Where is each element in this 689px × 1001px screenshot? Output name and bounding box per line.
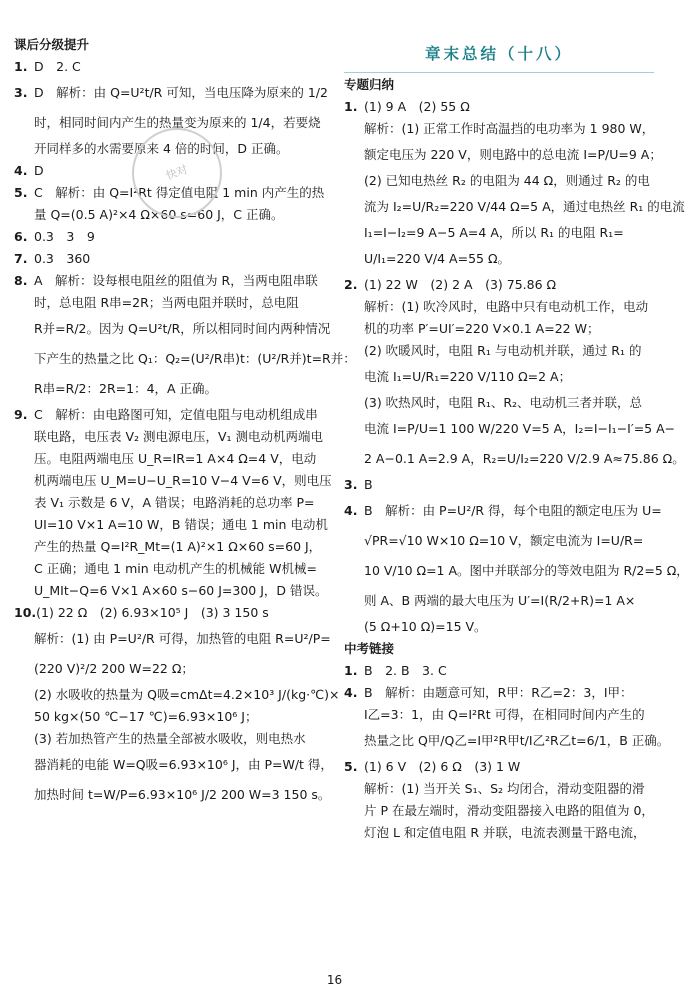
text-line — [344, 392, 654, 414]
text-line — [344, 586, 654, 616]
text-line — [14, 558, 326, 580]
line-text: 压。电阻两端电压 U_R=IR=1 A×4 Ω=4 V，电动 — [34, 451, 317, 466]
line-text: 中考链接 — [344, 641, 395, 656]
text-line — [344, 192, 685, 222]
question-number: 7. — [14, 251, 28, 266]
line-text: 量 Q=(0.5 A)²×4 Ω×60 s=60 J，C 正确。 — [34, 207, 284, 222]
right-column — [344, 34, 689, 844]
question-number: 1. — [344, 99, 358, 114]
line-text: 机两端电压 U_M=U−U_R=10 V−4 V=6 V，则电压 — [34, 473, 332, 488]
line-text: 解析：(1) 正常工作时高温挡的电功率为 1 980 W， — [364, 121, 655, 136]
text-line — [14, 78, 326, 108]
line-text: 时，相同时间内产生的热量变为原来的 1/4，若要烧 — [34, 115, 321, 130]
text-line — [344, 140, 662, 170]
text-line — [344, 556, 689, 586]
text-line — [344, 800, 654, 822]
line-text: 解析：(1) 当开关 S₁、S₂ 均闭合，滑动变阻器的滑 — [364, 781, 645, 796]
text-line — [14, 536, 326, 558]
line-text: (5 Ω+10 Ω)=15 V。 — [364, 619, 487, 634]
line-text: D 解析：由 Q=U²t/R 可知，当电压降为原来的 1/2 — [34, 85, 328, 100]
text-line — [344, 362, 654, 392]
line-text: 时，总电阻 R串=2R；当两电阻并联时，总电阻 — [34, 295, 299, 310]
line-text: 器消耗的电能 W=Q吸=6.93×10⁶ J，由 P=W/t 得， — [34, 757, 333, 772]
line-text: R并=R/2。因为 Q=U²t/R，所以相同时间内两种情况 — [34, 321, 331, 336]
text-line — [14, 706, 326, 728]
text-line — [14, 226, 326, 248]
line-text: 片 P 在最左端时，滑动变阻器接入电路的阻值为 0， — [364, 803, 654, 818]
text-line — [14, 56, 326, 78]
text-line — [344, 778, 654, 800]
question-number: 10. — [14, 605, 37, 620]
line-text: R串=R/2：2R=1：4，A 正确。 — [34, 381, 218, 396]
line-text: 热量之比 Q甲/Q乙=I甲²R甲t/I乙²R乙t=6/1，B 正确。 — [364, 733, 670, 748]
line-text: 则 A、B 两端的最大电压为 U′=I(R/2+R)=1 A× — [364, 593, 636, 608]
question-number: 5. — [14, 185, 28, 200]
text-line — [344, 170, 654, 192]
watermark-stamp: 快对 — [119, 115, 234, 230]
chapter-summary-title: 章末总结（十八） — [424, 44, 573, 63]
text-line — [14, 426, 326, 448]
line-text: 电流 I₁=U/R₁=220 V/110 Ω=2 A； — [364, 369, 572, 384]
line-text: 表 V₁ 示数是 6 V，A 错误；电路消耗的总功率 P= — [34, 495, 315, 510]
text-line — [14, 374, 326, 404]
line-text: B — [364, 477, 373, 492]
line-text: (1) 22 Ω (2) 6.93×10⁵ J (3) 3 150 s — [36, 605, 269, 620]
section-heading — [344, 638, 654, 660]
text-line — [344, 222, 654, 244]
text-line — [344, 96, 654, 118]
line-text: 解析：(1) 吹冷风时，电路中只有电动机工作，电动 — [364, 299, 649, 314]
section-heading — [344, 74, 654, 96]
right-lines — [344, 74, 689, 844]
text-line — [344, 318, 654, 340]
line-text: √PR=√10 W×10 Ω=10 V，额定电流为 I=U/R= — [364, 533, 644, 548]
text-line — [344, 756, 654, 778]
text-line — [14, 750, 333, 780]
line-text: (1) 6 V (2) 6 Ω (3) 1 W — [364, 759, 521, 774]
text-line — [344, 822, 654, 844]
line-text: 50 kg×(50 ℃−17 ℃)=6.93×10⁶ J； — [34, 709, 258, 724]
question-number: 4. — [14, 163, 28, 178]
line-text: (3) 若加热管产生的热量全部被水吸收，则电热水 — [34, 731, 306, 746]
question-number: 6. — [14, 229, 28, 244]
text-line — [344, 660, 654, 682]
line-text: I乙=3：1，由 Q=I²Rt 可得，在相同时间内产生的 — [364, 707, 645, 722]
line-text: C 正确；通电 1 min 电动机产生的机械能 W机械= — [34, 561, 317, 576]
line-text: B 2. B 3. C — [364, 663, 447, 678]
line-text: (2) 水吸收的热量为 Q吸=cmΔt=4.2×10³ J/(kg·℃)× — [34, 687, 340, 702]
text-line — [344, 726, 670, 756]
line-text: (220 V)²/2 200 W=22 Ω； — [34, 661, 194, 676]
line-text: 联电路，电压表 V₂ 测电源电压，V₁ 测电动机两端电 — [34, 429, 324, 444]
text-line — [344, 444, 685, 474]
line-text: B 解析：由题意可知，R甲：R乙=2：3，I甲： — [364, 685, 633, 700]
question-number: 5. — [344, 759, 358, 774]
question-number: 4. — [344, 685, 358, 700]
line-text: UI=10 V×1 A=10 W，B 错误；通电 1 min 电动机 — [34, 517, 328, 532]
line-text: 开同样多的水需要原来 4 倍的时间，D 正确。 — [34, 141, 289, 156]
text-line — [344, 496, 662, 526]
line-text: 课后分级提升 — [14, 37, 90, 52]
question-number: 9. — [14, 407, 28, 422]
text-line — [14, 514, 326, 536]
text-line — [344, 704, 654, 726]
question-number: 4. — [344, 503, 358, 518]
line-text: C 解析：由电路图可知，定值电阻与电动机组成串 — [34, 407, 318, 422]
text-line — [14, 270, 326, 292]
text-line — [344, 340, 654, 362]
question-number: 1. — [344, 663, 358, 678]
text-line — [14, 624, 331, 654]
text-line — [344, 526, 654, 556]
line-text: (2) 已知电热丝 R₂ 的电阻为 44 Ω，则通过 R₂ 的电 — [364, 173, 650, 188]
line-text: D — [34, 163, 44, 178]
line-text: A 解析：设每根电阻丝的阻值为 R，当两电阻串联 — [34, 273, 318, 288]
line-text: (3) 吹热风时，电阻 R₁、R₂、电动机三者并联，总 — [364, 395, 643, 410]
text-line — [14, 248, 326, 270]
text-line — [14, 344, 356, 374]
text-line — [344, 296, 654, 318]
text-line — [14, 684, 340, 706]
line-text: 流为 I₂=U/R₂=220 V/44 Ω=5 A，通过电热丝 R₁ 的电流 — [364, 199, 685, 214]
text-line — [344, 274, 654, 296]
text-line — [344, 118, 654, 140]
title-divider — [344, 72, 654, 73]
text-line — [14, 292, 326, 314]
line-text: D 2. C — [34, 59, 81, 74]
line-text: C 解析：由 Q=I²Rt 得定值电阻 1 min 内产生的热 — [34, 185, 325, 200]
line-text: 额定电压为 220 V，则电路中的总电流 I=P/U=9 A； — [364, 147, 662, 162]
text-line — [14, 654, 326, 684]
line-text: 电流 I=P/U=1 100 W/220 V=5 A，I₂=I−I₁−I′=5 A− — [364, 421, 676, 436]
text-line — [14, 448, 326, 470]
line-text: (1) 22 W (2) 2 A (3) 75.86 Ω — [364, 277, 557, 292]
text-line — [14, 728, 326, 750]
question-number: 8. — [14, 273, 28, 288]
question-number: 1. — [14, 59, 28, 74]
text-line — [344, 682, 654, 704]
line-text: 0.3 360 — [34, 251, 91, 266]
line-text: U_MIt−Q=6 V×1 A×60 s−60 J=300 J，D 错误。 — [34, 583, 328, 598]
question-number: 2. — [344, 277, 358, 292]
text-line — [14, 404, 326, 426]
line-text: 2 A−0.1 A=2.9 A，R₂=U/I₂=220 V/2.9 A≈75.86 Ω。 — [364, 451, 685, 466]
text-line — [14, 602, 326, 624]
page-number: 16 — [326, 973, 343, 987]
line-text: 加热时间 t=W/P=6.93×10⁶ J/2 200 W=3 150 s。 — [34, 787, 331, 802]
line-text: B 解析：由 P=U²/R 得，每个电阻的额定电压为 U= — [364, 503, 662, 518]
text-line — [14, 780, 331, 810]
line-text: (2) 吹暖风时，电阻 R₁ 与电动机并联，通过 R₁ 的 — [364, 343, 642, 358]
text-line — [14, 470, 332, 492]
line-text: 10 V/10 Ω=1 A。图中并联部分的等效电阻为 R/2=5 Ω， — [364, 563, 689, 578]
line-text: (1) 9 A (2) 55 Ω — [364, 99, 470, 114]
line-text: I₁=I−I₂=9 A−5 A=4 A，所以 R₁ 的电阻 R₁= — [364, 225, 624, 240]
line-text: 产生的热量 Q=I²R_Mt=(1 A)²×1 Ω×60 s=60 J， — [34, 539, 322, 554]
text-line — [344, 474, 654, 496]
line-text: 专题归纳 — [344, 77, 395, 92]
text-line — [344, 616, 654, 638]
text-line — [14, 492, 326, 514]
line-text: 下产生的热量之比 Q₁：Q₂=(U²/R串)t：(U²/R并)t=R并： — [34, 351, 356, 366]
section-heading — [14, 34, 326, 56]
text-line — [344, 414, 676, 444]
text-line — [344, 244, 654, 274]
text-line — [14, 314, 331, 344]
question-number: 3. — [344, 477, 358, 492]
line-text: U/I₁=220 V/4 A=55 Ω。 — [364, 251, 511, 266]
line-text: 解析：(1) 由 P=U²/R 可得，加热管的电阻 R=U²/P= — [34, 631, 331, 646]
question-number: 3. — [14, 85, 28, 100]
line-text: 0.3 3 9 — [34, 229, 95, 244]
text-line — [14, 580, 326, 602]
line-text: 机的功率 P′=UI′=220 V×0.1 A=22 W； — [364, 321, 600, 336]
line-text: 灯泡 L 和定值电阻 R 并联，电流表测量干路电流， — [364, 825, 646, 840]
